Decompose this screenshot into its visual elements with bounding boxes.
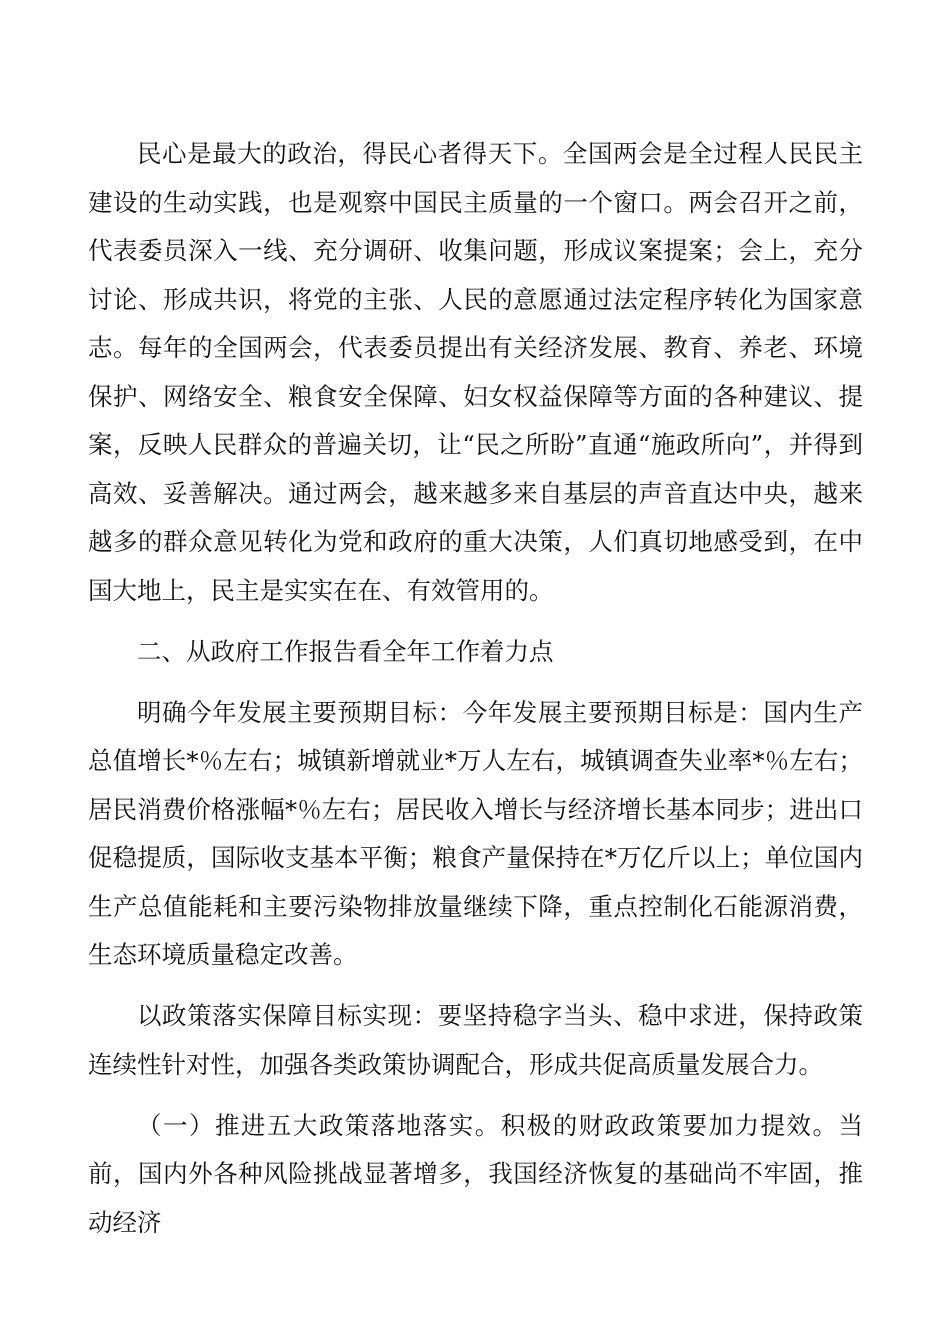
paragraph-democracy: 民心是最大的政治，得民心者得天下。全国两会是全过程人民民主建设的生动实践，也是观察中国民主质量的一个窗口。两会召开之前，代表委员深入一线、充分调研、收集问题，形成议案提案；会上，充分讨论、形成共识，将党的主张、人民的意愿通过法定程序转化为国家意志。每年的全国两会，代表委员提出有关经济发展、教育、养老、环境保护、网络安全、粮食安全保障、妇女权益保障等方面的各种建议、提案，反映人民群众的普遍关切，让“民之所盼”直通“施政所向”，并得到高效、妥善解决。通过两会，越来越多来自基层的声音直达中央，越来越多的群众意见转化为党和政府的重大决策，人们真切地感受到，在中国大地上，民主是实实在在、有效管用的。 xyxy=(88,139,863,605)
paragraph-development-targets: 明确今年发展主要预期目标：今年发展主要预期目标是：国内生产总值增长*％左右；城镇新增就业*万人左右，城镇调查失业率*％左右；居民消费价格涨幅*％左右；居民收入增长与经济增长基本同步；进出口促稳提质，国际收支基本平衡；粮食产量保持在*万亿斤以上；单位国内生产总值能耗和主要污染物排放量继续下降，重点控制化石能源消费，生态环境质量稳定改善。 xyxy=(88,697,863,969)
document-page xyxy=(88,130,863,1260)
paragraph-policy-implementation: 以政策落实保障目标实现：要坚持稳字当头、稳中求进，保持政策连续性针对性，加强各类政策协调配合，形成共促高质量发展合力。 xyxy=(88,1001,863,1079)
paragraph-five-policies: （一）推进五大政策落地落实。积极的财政政策要加力提效。当前，国内外各种风险挑战显著增多，我国经济恢复的基础尚不牢固，推动经济 xyxy=(88,1110,863,1237)
section-heading-government-report: 二、从政府工作报告看全年工作着力点 xyxy=(137,636,554,666)
